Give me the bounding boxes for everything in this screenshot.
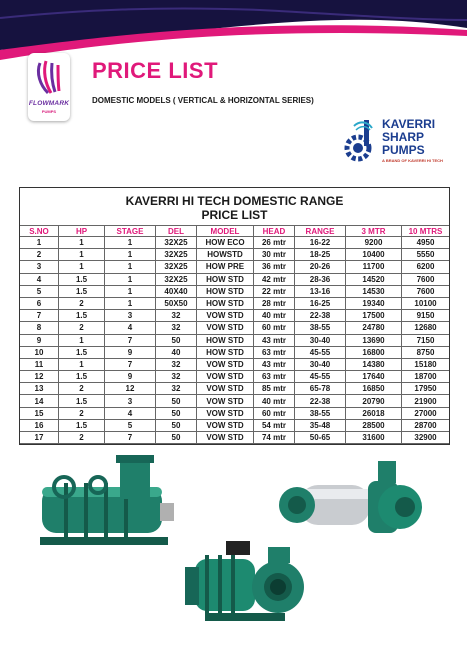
cell-price-10mtrs: 8750 [402,346,450,358]
cell-price-3mtr: 14520 [346,273,402,285]
table-row [20,419,449,431]
cell-hp: 1.5 [59,273,105,285]
cell-stage: 7 [105,432,156,444]
cell-price-10mtrs: 28700 [402,419,450,431]
cell-hp: 2 [59,407,105,419]
table-row [20,273,449,285]
cell-head: 60 mtr [254,407,295,419]
col-header-sno: S.NO [20,226,59,237]
cell-price-3mtr: 16850 [346,383,402,395]
cell-sno: 15 [20,407,59,419]
cell-range: 22-38 [295,310,346,322]
table-row [20,371,449,383]
cell-head: 74 mtr [254,432,295,444]
cell-head: 26 mtr [254,237,295,249]
cell-model: HOWSTD [197,249,254,261]
col-header-3mtr: 3 MTR [346,226,402,237]
cell-stage: 9 [105,371,156,383]
col-header-stage: STAGE [105,226,156,237]
kaverri-tagline: A BRAND OF KAVERRI HI TECH [382,158,443,163]
cell-range: 22-38 [295,395,346,407]
cell-hp: 1 [59,358,105,370]
cell-stage: 1 [105,273,156,285]
cell-range: 35-48 [295,419,346,431]
cell-del: 32 [156,322,197,334]
cell-stage: 4 [105,322,156,334]
cell-del: 32 [156,310,197,322]
col-header-head: HEAD [254,226,295,237]
cell-range: 45-55 [295,371,346,383]
kaverri-brand-logo [340,118,460,168]
cell-sno: 2 [20,249,59,261]
cell-price-10mtrs: 18700 [402,371,450,383]
cell-sno: 9 [20,334,59,346]
table-title: KAVERRI HI TECH DOMESTIC RANGE [125,194,344,208]
cell-stage: 7 [105,358,156,370]
price-table-container [19,187,450,445]
cell-price-10mtrs: 15180 [402,358,450,370]
pump-illustrations [0,455,467,660]
cell-model: VOW STD [197,407,254,419]
cell-sno: 11 [20,358,59,370]
cell-sno: 16 [20,419,59,431]
kaverri-line3: PUMPS [382,143,425,157]
cell-price-3mtr: 24780 [346,322,402,334]
cell-range: 45-55 [295,346,346,358]
cell-del: 32X25 [156,273,197,285]
cell-range: 50-65 [295,432,346,444]
table-row [20,322,449,334]
cell-del: 32 [156,371,197,383]
cell-price-10mtrs: 6200 [402,261,450,273]
cell-del: 50 [156,334,197,346]
page-subtitle: DOMESTIC MODELS ( VERTICAL & HORIZONTAL SERIES) [92,96,314,105]
cell-price-10mtrs: 17950 [402,383,450,395]
col-header-10mtrs: 10 MTRS [402,226,450,237]
cell-sno: 14 [20,395,59,407]
cell-model: VOW STD [197,383,254,395]
cell-hp: 1.5 [59,371,105,383]
table-row [20,358,449,370]
cell-head: 43 mtr [254,358,295,370]
cell-head: 54 mtr [254,419,295,431]
cell-sno: 3 [20,261,59,273]
cell-stage: 12 [105,383,156,395]
cell-price-3mtr: 11700 [346,261,402,273]
cell-price-10mtrs: 9150 [402,310,450,322]
cell-sno: 13 [20,383,59,395]
cell-model: VOW STD [197,395,254,407]
cell-model: HOW PRE [197,261,254,273]
cell-price-3mtr: 13690 [346,334,402,346]
cell-stage: 1 [105,261,156,273]
cell-range: 30-40 [295,334,346,346]
kaverri-line1: KAVERRI [382,117,436,131]
monoblock-pump-image [185,541,304,621]
cell-price-10mtrs: 21900 [402,395,450,407]
cell-hp: 2 [59,297,105,309]
table-row [20,407,449,419]
cell-del: 50 [156,419,197,431]
cell-hp: 1.5 [59,346,105,358]
cell-price-3mtr: 28500 [346,419,402,431]
cell-head: 63 mtr [254,346,295,358]
page-title: PRICE LIST [92,58,219,83]
cell-stage: 1 [105,249,156,261]
cell-del: 50 [156,407,197,419]
table-row [20,395,449,407]
cell-head: 63 mtr [254,371,295,383]
cell-range: 38-55 [295,407,346,419]
flowmark-logo-sub: PUMPS [41,109,57,114]
cell-head: 28 mtr [254,297,295,309]
cell-sno: 1 [20,237,59,249]
cell-model: HOW STD [197,334,254,346]
cell-hp: 1.5 [59,285,105,297]
table-row [20,346,449,358]
cell-sno: 10 [20,346,59,358]
col-header-hp: HP [59,226,105,237]
cell-head: 22 mtr [254,285,295,297]
table-row [20,285,449,297]
cell-price-3mtr: 16800 [346,346,402,358]
cell-range: 16-22 [295,237,346,249]
cell-model: HOW STD [197,273,254,285]
cell-del: 50 [156,432,197,444]
cell-stage: 1 [105,285,156,297]
cell-price-3mtr: 10400 [346,249,402,261]
cell-range: 16-25 [295,297,346,309]
cell-sno: 17 [20,432,59,444]
cell-head: 43 mtr [254,334,295,346]
cell-del: 32X25 [156,237,197,249]
price-table-body [20,237,449,444]
cell-head: 30 mtr [254,249,295,261]
cell-del: 40 [156,346,197,358]
cell-stage: 1 [105,237,156,249]
cell-model: VOW STD [197,432,254,444]
col-header-del: DEL [156,226,197,237]
cell-del: 50 [156,395,197,407]
price-table [20,225,449,444]
cell-price-3mtr: 20790 [346,395,402,407]
cell-stage: 7 [105,334,156,346]
col-header-model: MODEL [197,226,254,237]
stainless-pump-image [279,461,422,533]
cell-model: HOW STD [197,285,254,297]
cell-hp: 1 [59,249,105,261]
cell-price-3mtr: 17640 [346,371,402,383]
cell-model: VOW STD [197,322,254,334]
cell-hp: 1 [59,334,105,346]
cell-range: 65-78 [295,383,346,395]
cell-stage: 1 [105,297,156,309]
flowmark-logo [28,53,70,121]
cell-price-10mtrs: 7600 [402,285,450,297]
kaverri-line2: SHARP [382,130,425,144]
flowmark-logo-text: FLOWMARK [28,100,70,107]
cell-range: 30-40 [295,358,346,370]
header-swoosh-background [0,0,467,110]
cell-price-10mtrs: 10100 [402,297,450,309]
cell-model: VOW STD [197,310,254,322]
cell-head: 40 mtr [254,310,295,322]
cell-model: HOW STD [197,346,254,358]
cell-head: 60 mtr [254,322,295,334]
cell-head: 85 mtr [254,383,295,395]
table-row [20,261,449,273]
cell-sno: 7 [20,310,59,322]
cell-hp: 1 [59,237,105,249]
table-row [20,334,449,346]
cell-head: 42 mtr [254,273,295,285]
cell-del: 32X25 [156,261,197,273]
table-header-row [20,226,449,237]
cell-del: 32 [156,358,197,370]
table-row [20,249,449,261]
cell-price-10mtrs: 27000 [402,407,450,419]
cell-sno: 8 [20,322,59,334]
cell-head: 40 mtr [254,395,295,407]
cell-price-3mtr: 9200 [346,237,402,249]
cell-sno: 6 [20,297,59,309]
cell-price-10mtrs: 7150 [402,334,450,346]
cell-range: 18-25 [295,249,346,261]
cell-range: 38-55 [295,322,346,334]
cell-hp: 1 [59,261,105,273]
cell-range: 13-16 [295,285,346,297]
cell-model: VOW STD [197,371,254,383]
cell-stage: 4 [105,407,156,419]
cell-price-3mtr: 19340 [346,297,402,309]
cell-del: 32X25 [156,249,197,261]
cell-sno: 12 [20,371,59,383]
openwell-pump-image [40,455,174,545]
cell-hp: 2 [59,432,105,444]
cell-price-10mtrs: 5550 [402,249,450,261]
cell-head: 36 mtr [254,261,295,273]
cell-del: 40X40 [156,285,197,297]
cell-hp: 1.5 [59,310,105,322]
table-row [20,383,449,395]
table-row [20,297,449,309]
table-row [20,432,449,444]
cell-model: VOW STD [197,419,254,431]
cell-sno: 5 [20,285,59,297]
cell-model: HOW STD [197,297,254,309]
cell-model: HOW ECO [197,237,254,249]
cell-hp: 2 [59,322,105,334]
cell-stage: 3 [105,310,156,322]
cell-stage: 3 [105,395,156,407]
cell-price-10mtrs: 12680 [402,322,450,334]
cell-del: 32 [156,383,197,395]
cell-price-3mtr: 26018 [346,407,402,419]
cell-price-10mtrs: 4950 [402,237,450,249]
cell-price-10mtrs: 7600 [402,273,450,285]
table-subtitle: PRICE LIST [201,208,268,222]
col-header-range: RANGE [295,226,346,237]
cell-model: VOW STD [197,358,254,370]
kaverri-gear-icon [340,118,384,168]
cell-price-10mtrs: 32900 [402,432,450,444]
cell-sno: 4 [20,273,59,285]
cell-range: 28-36 [295,273,346,285]
table-row [20,310,449,322]
cell-price-3mtr: 14380 [346,358,402,370]
cell-hp: 1.5 [59,395,105,407]
cell-range: 20-26 [295,261,346,273]
cell-price-3mtr: 17500 [346,310,402,322]
cell-hp: 1.5 [59,419,105,431]
cell-stage: 9 [105,346,156,358]
cell-price-3mtr: 31600 [346,432,402,444]
flowmark-logo-icon [34,59,64,97]
table-row [20,237,449,249]
cell-del: 50X50 [156,297,197,309]
cell-price-3mtr: 14530 [346,285,402,297]
cell-stage: 5 [105,419,156,431]
cell-hp: 2 [59,383,105,395]
